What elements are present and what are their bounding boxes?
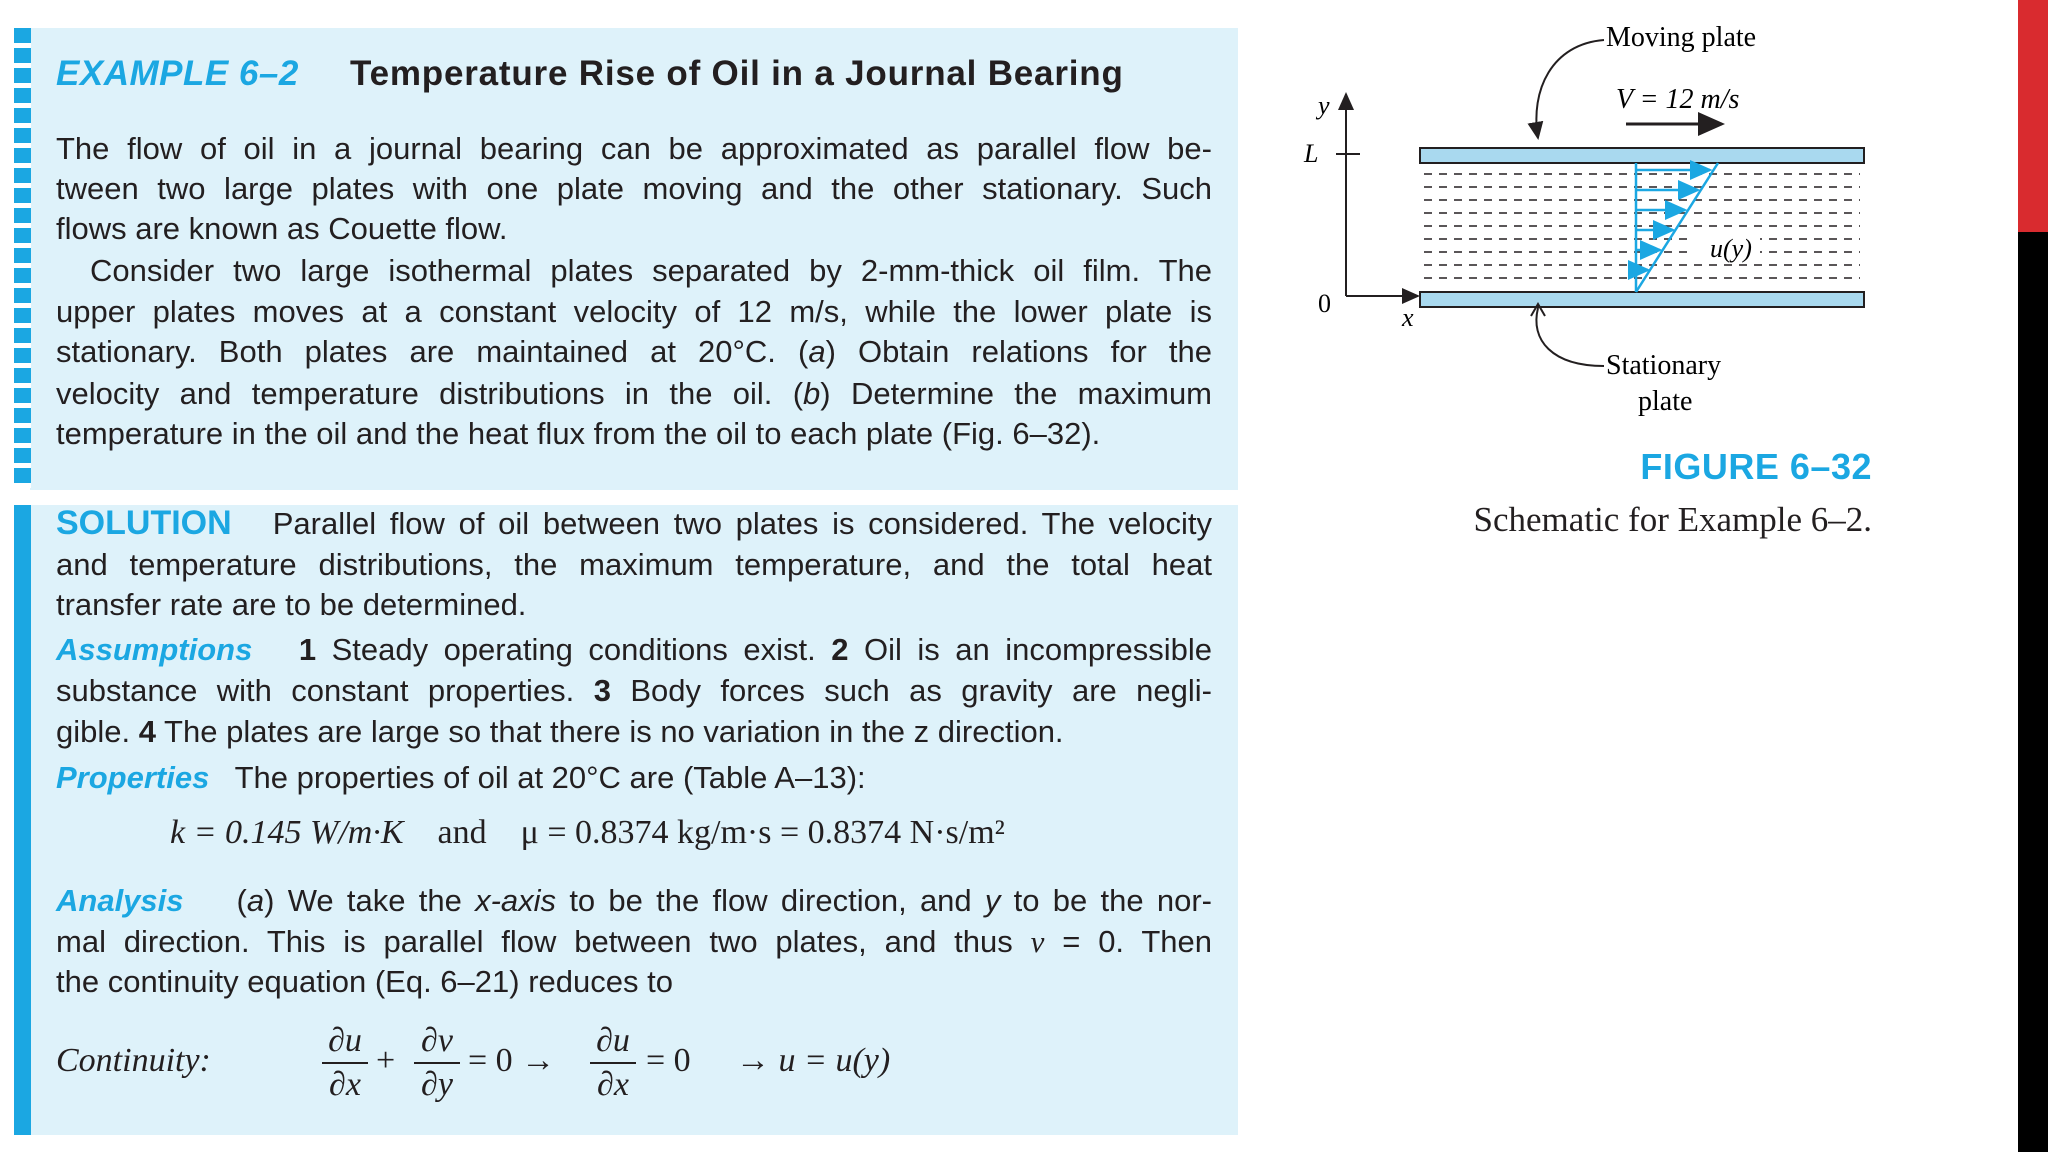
equals-zero-arrow: = 0 → <box>468 1042 556 1079</box>
example-dashed-bar <box>14 28 31 488</box>
velocity-label: V = 12 m/s <box>1616 84 1740 115</box>
continuity-label: Continuity: <box>56 1042 211 1079</box>
analysis-label: Analysis <box>56 883 184 918</box>
assumptions-line-1: Assumptions 1 Steady operating conditions exist. 2 Oil is an incompressible <box>56 632 1212 667</box>
origin-label: 0 <box>1318 289 1331 318</box>
example-label: EXAMPLE 6–2 <box>56 54 299 93</box>
solution-line-2: and temperature distributions, the maximum temperature, and the total heat <box>56 547 1212 582</box>
properties-line: Properties The properties of oil at 20°C are (Table A–13): <box>56 760 866 795</box>
velocity-profile-label: u(y) <box>1710 234 1752 263</box>
intro-line-2: tween two large plates with one plate moving and the other stationary. Such <box>56 171 1212 206</box>
analysis-line-2: mal direction. This is parallel flow between two plates, and thus v = 0. Then <box>56 924 1212 959</box>
fraction-du-dx-2: ∂u ∂x <box>590 1022 636 1104</box>
equals-zero: = 0 <box>646 1042 691 1079</box>
problem-line-3: stationary. Both plates are maintained at 20°C. (a) Obtain relations for the <box>56 334 1212 369</box>
solution-label: SOLUTION <box>56 504 232 542</box>
velocity-profile <box>1636 163 1718 292</box>
stationary-label-line-2: plate <box>1638 386 1693 417</box>
properties-equation: k = 0.145 W/m·K and μ = 0.8374 kg/m·s = 0.8374 N·s/m² <box>170 814 1005 851</box>
problem-line-1: Consider two large isothermal plates separated by 2-mm-thick oil film. The <box>90 253 1212 288</box>
assumptions-label: Assumptions <box>56 632 253 667</box>
analysis-line-1: Analysis (a) We take the x-axis to be the flow direction, and y to be the nor- <box>56 883 1213 918</box>
fraction-du-dx: ∂u ∂x <box>322 1022 368 1104</box>
L-label: L <box>1304 139 1319 168</box>
stationary-label-line-1: Stationary <box>1606 350 1722 381</box>
plus-sign: + <box>376 1042 396 1079</box>
fraction-dv-dy: ∂v ∂y <box>414 1022 460 1104</box>
slide-edge-black <box>2018 232 2048 1152</box>
solution-solid-bar <box>14 505 31 1135</box>
analysis-line-3: the continuity equation (Eq. 6–21) reduces to <box>56 964 673 999</box>
example-title: Temperature Rise of Oil in a Journal Bearing <box>350 54 1124 93</box>
problem-line-2: upper plates moves at a constant velocity of 12 m/s, while the lower plate is <box>56 294 1212 329</box>
y-axis-label: y <box>1318 91 1330 120</box>
couette-flow-diagram <box>1290 10 1910 430</box>
solution-line-1: SOLUTION Parallel flow of oil between two plates is considered. The velocity <box>56 504 1212 542</box>
continuity-result: → u = u(y) <box>736 1042 891 1079</box>
intro-line-1: The flow of oil in a journal bearing can be approximated as parallel flow be- <box>56 131 1212 166</box>
x-axis-label: x <box>1402 303 1414 332</box>
moving-plate-label: Moving plate <box>1606 22 1757 53</box>
stationary-plate-pointer <box>1536 308 1604 366</box>
properties-label: Properties <box>56 760 210 795</box>
moving-plate-pointer <box>1536 40 1604 138</box>
assumptions-line-2: substance with constant properties. 3 Body forces such as gravity are negli- <box>56 673 1212 708</box>
slide-edge-red <box>2018 0 2048 232</box>
figure-caption: Schematic for Example 6–2. <box>1473 500 1872 539</box>
moving-plate <box>1420 148 1864 163</box>
stationary-plate <box>1420 292 1864 307</box>
problem-line-5: temperature in the oil and the heat flux from the oil to each plate (Fig. 6–32). <box>56 416 1101 451</box>
assumptions-line-3: gible. 4 The plates are large so that there is no variation in the z direction. <box>56 714 1064 749</box>
problem-line-4: velocity and temperature distributions in the oil. (b) Determine the maximum <box>56 376 1213 411</box>
solution-line-3: transfer rate are to be determined. <box>56 587 527 622</box>
intro-line-3: flows are known as Couette flow. <box>56 211 508 246</box>
figure-number: FIGURE 6–32 <box>1640 446 1872 487</box>
